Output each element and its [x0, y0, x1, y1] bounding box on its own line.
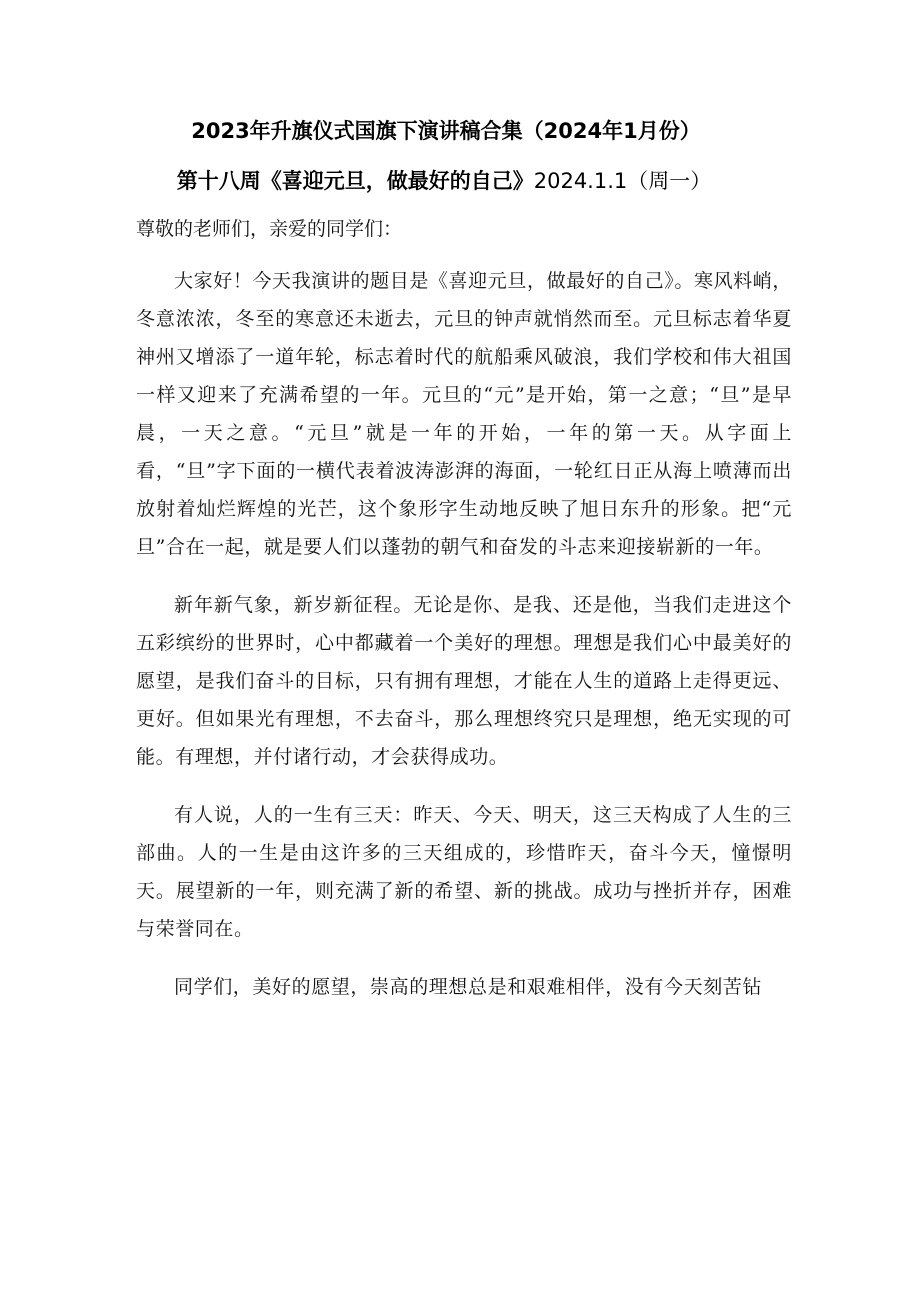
- speech-title-text: 第十八周《喜迎元旦，做最好的自己》: [176, 169, 534, 193]
- salutation: 尊敬的老师们，亲爱的同学们：: [136, 218, 403, 240]
- speech-title: [4, 166, 884, 196]
- speech-body: [136, 210, 792, 1026]
- speech-date: 2024.1.1: [533, 169, 628, 193]
- speech-weekday: （周一）: [627, 169, 712, 193]
- document-title: 2023年升旗仪式国旗下演讲稿合集（2024年1月份）: [191, 119, 701, 143]
- paragraph: 有人说，人的一生有三天：昨天、今天、明天，这三天构成了人生的三部曲。人的一生是由这许多的三天组成的，珍惜昨天，奋斗今天，憧憬明天。展望新的一年，则充满了新的希望、新的挑战。成功与挫折并存，困难与荣誉同在。: [136, 804, 792, 940]
- paragraph: 同学们，美好的愿望，崇高的理想总是和艰难相伴，没有今天刻苦钻: [174, 976, 763, 998]
- paragraph: 大家好！今天我演讲的题目是《喜迎元旦，做最好的自己》。寒风料峭，冬意浓浓，冬至的寒意还未逝去，元旦的钟声就悄然而至。元旦标志着华夏神州又增添了一道年轮，标志着时代的航船乘风破浪，我们学校和伟大祖国一样又迎来了充满希望的一年。元旦的“元”是开始，第一之意；“旦”是早晨，一天之意。“元旦”就是一年的开始，一年的第一天。从字面上看，“旦”字下面的一横代表着波涛澎湃的海面，一轮红日正从海上喷薄而出放射着灿烂辉煌的光芒，这个象形字生动地反映了旭日东升的形象。把“元旦”合在一起，就是要人们以蓬勃的朝气和奋发的斗志来迎接崭新的一年。: [136, 270, 792, 558]
- paragraph: 新年新气象，新岁新征程。无论是你、是我、还是他，当我们走进这个五彩缤纷的世界时，心中都藏着一个美好的理想。理想是我们心中最美好的愿望，是我们奋斗的目标，只有拥有理想，才能在人生的道路上走得更远、更好。但如果光有理想，不去奋斗，那么理想终究只是理想，绝无实现的可能。有理想，并付诸行动，才会获得成功。: [136, 594, 792, 768]
